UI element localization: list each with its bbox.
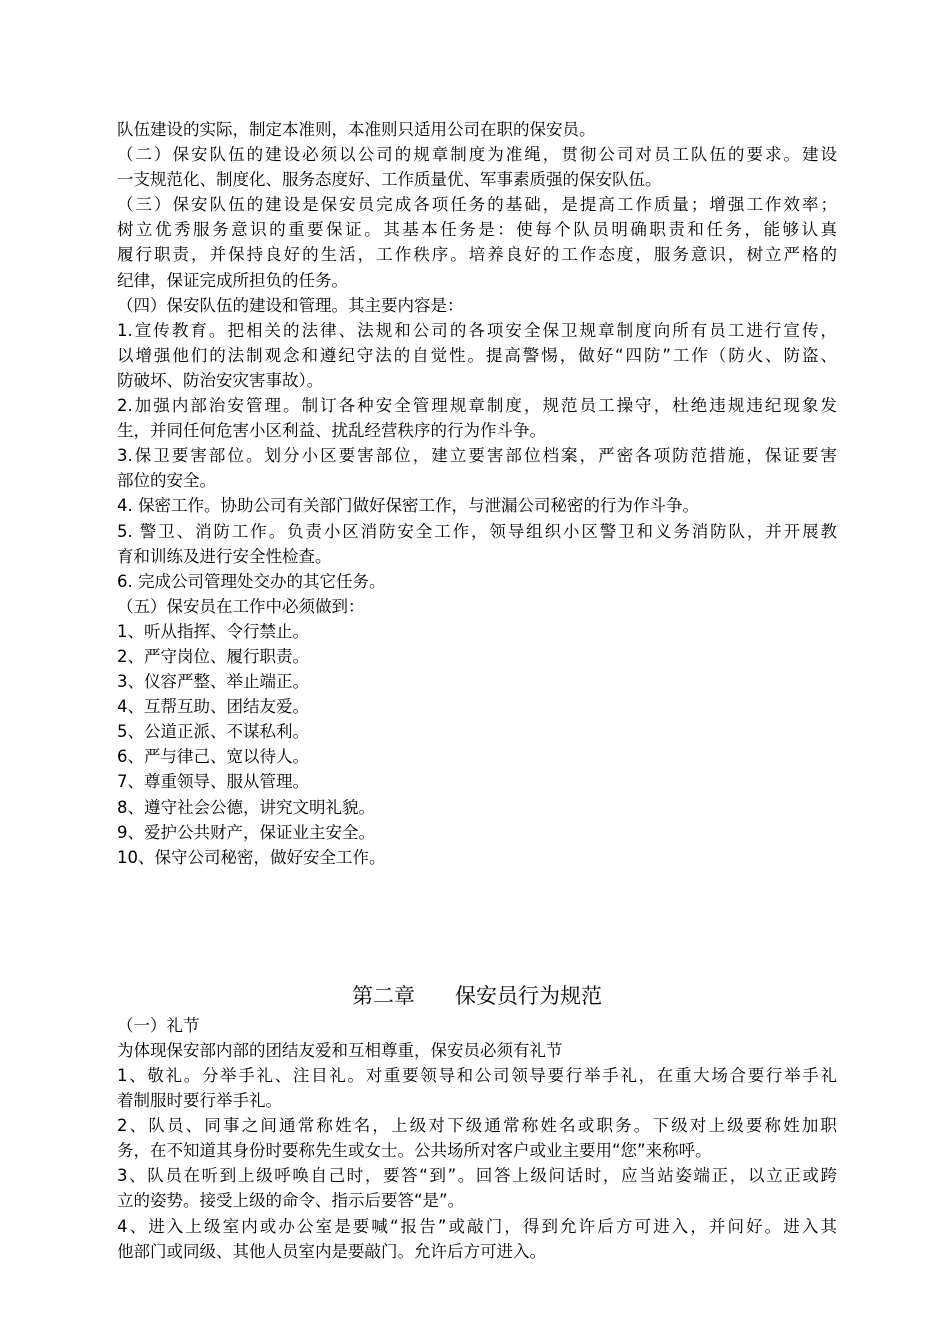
text-line: 2、严守岗位、履行职责。	[117, 646, 309, 666]
text-line: 3.保卫要害部位。划分小区要害部位，建立要害部位档案，严密各项防范措施，保证要害	[117, 446, 837, 466]
text-line: 防破坏、防治安灾害事故）。	[117, 370, 324, 390]
text-line: 务，在不知道其身份时要称先生或女士。公共场所对客户或业主要用“您”来称呼。	[117, 1141, 712, 1161]
text-line: 生，并同任何危害小区利益、扰乱经营秩序的行为作斗争。	[117, 421, 546, 441]
text-line: 履行职责，并保持良好的生活，工作秩序。培养良好的工作态度，服务意识，树立严格的	[117, 245, 837, 265]
section-duty-rules	[117, 117, 837, 870]
text-line: （四）保安队伍的建设和管理。其主要内容是：	[117, 295, 464, 315]
text-line: 3、队员在听到上级呼唤自己时，要答“到”。回答上级问话时，应当站姿端正，以立正或跨	[117, 1166, 837, 1186]
text-line: 为体现保安部内部的团结友爱和互相尊重，保安员必须有礼节	[117, 1040, 563, 1060]
section-gap	[117, 870, 837, 981]
text-line: 10、保守公司秘密，做好安全工作。	[117, 847, 386, 867]
text-line: 他部门或同级、其他人员室内是要敲门。允许后方可进入。	[117, 1241, 546, 1261]
text-line: 5、公道正派、不谋私利。	[117, 722, 309, 742]
text-line: 纪律，保证完成所担负的任务。	[117, 270, 348, 290]
text-line: 立的姿势。接受上级的命令、指示后要答“是”。	[117, 1191, 465, 1211]
text-line: 着制服时要行举手礼。	[117, 1091, 282, 1111]
text-line: 2、队员、同事之间通常称姓名，上级对下级通常称姓名或职务。下级对上级要称姓加职	[117, 1116, 837, 1136]
text-line: 5. 警卫、消防工作。负责小区消防安全工作，领导组织小区警卫和义务消防队，并开展教	[117, 521, 837, 541]
text-line: （二）保安队伍的建设必须以公司的规章制度为准绳，贯彻公司对员工队伍的要求。建设	[117, 145, 837, 165]
text-line: 育和训练及进行安全性检查。	[117, 546, 332, 566]
text-line: 1.宣传教育。把相关的法律、法规和公司的各项安全保卫规章制度向所有员工进行宣传，	[117, 320, 837, 340]
text-line: （一）礼节	[117, 1015, 200, 1035]
text-line: 9、爱护公共财产，保证业主安全。	[117, 822, 375, 842]
section-conduct-rules	[117, 1013, 837, 1264]
text-line: 7、尊重领导、服从管理。	[117, 772, 309, 792]
text-line: 队伍建设的实际，制定本准则，本准则只适用公司在职的保安员。	[117, 120, 596, 139]
text-line: 8、遵守社会公德，讲究文明礼貌。	[117, 797, 375, 817]
text-line: 1、听从指挥、令行禁止。	[117, 621, 309, 641]
text-line: 3、仪容严整、举止端正。	[117, 672, 309, 692]
text-line: 2.加强内部治安管理。制订各种安全管理规章制度，规范员工操守，杜绝违规违纪现象发	[117, 396, 837, 416]
document-page	[117, 117, 837, 1264]
text-line: 一支规范化、制度化、服务态度好、工作质量优、军事素质强的保安队伍。	[117, 170, 662, 190]
text-line: 1、敬礼。分举手礼、注目礼。对重要领导和公司领导要行举手礼，在重大场合要行举手礼	[117, 1066, 837, 1085]
text-line: 4. 保密工作。协助公司有关部门做好保密工作，与泄漏公司秘密的行为作斗争。	[117, 496, 699, 516]
text-line: 树立优秀服务意识的重要保证。其基本任务是：使每个队员明确职责和任务，能够认真	[117, 220, 837, 240]
text-line: 4、互帮互助、团结友爱。	[117, 697, 309, 717]
text-line: 部位的安全。	[117, 471, 216, 491]
text-line: 以增强他们的法制观念和遵纪守法的自觉性。提高警惕，做好“四防”工作（防火、防盗、	[117, 345, 837, 365]
chapter-title: 第二章 保安员行为规范	[351, 983, 603, 1008]
text-line: 4、进入上级室内或办公室是要喊“报告”或敲门，得到允许后方可进入，并问好。进入其	[117, 1216, 837, 1236]
text-line: 6. 完成公司管理处交办的其它任务。	[117, 571, 386, 591]
text-line: 6、严与律己、宽以待人。	[117, 747, 309, 767]
text-line: （五）保安员在工作中必须做到：	[117, 596, 365, 616]
text-line: （三）保安队伍的建设是保安员完成各项任务的基础，是提高工作质量；增强工作效率；	[117, 195, 837, 215]
